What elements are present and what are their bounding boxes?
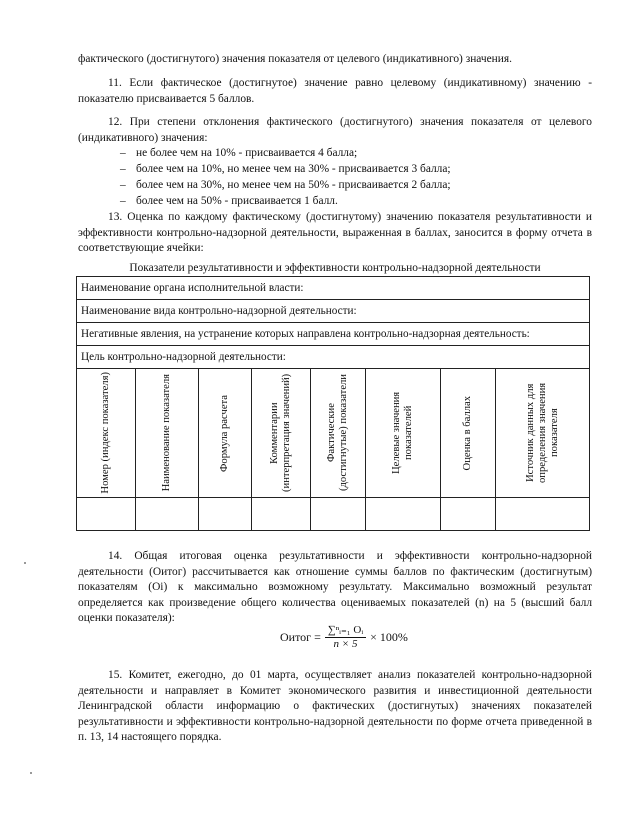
paragraph-continuation: фактического (достигнутого) значения показателя от целевого (индикативного) значения. xyxy=(78,53,512,65)
table-cell-empty xyxy=(441,498,496,531)
table-cell-empty xyxy=(311,498,366,531)
paragraph-13: 13. Оценка по каждому фактическому (достигнутому) значению показателя результативности и эффективности контрольно-надзорной деятельности, выраженная в баллах, заносится в форму отчета в соответствующие ячейки: xyxy=(78,211,592,254)
table-cell-empty xyxy=(496,498,590,531)
table-caption: Показатели результативности и эффективности контрольно-надзорной деятельности xyxy=(129,262,541,274)
table-row-negative-phenomena: Негативные явления, на устранение которых направлена контрольно-надзорная деятельность: xyxy=(77,323,590,346)
formula-denominator: n × 5 xyxy=(333,638,358,650)
paragraph-12: 12. При степени отклонения фактического (достигнутого) значения показателя от целевого (индикативного) значения: xyxy=(78,116,592,144)
column-header-actual: Фактические (достигнутые) показатели xyxy=(311,369,366,498)
column-header-formula: Формула расчета xyxy=(199,369,252,498)
paragraph-11: 11. Если фактическое (достигнутое) значение равно целевому (индикативному) значению - показателю присваивается 5 баллов. xyxy=(78,77,592,105)
bullet-2: – более чем на 10%, но менее чем на 30% - присваивается 3 балла; xyxy=(120,163,451,175)
table-cell-empty xyxy=(199,498,252,531)
table-cell-empty xyxy=(136,498,199,531)
column-header-target: Целевые значения показателей xyxy=(366,369,441,498)
formula-rhs: × 100% xyxy=(370,630,408,644)
column-header-source: Источник данных для определения значения показателя xyxy=(496,369,590,498)
table-cell-empty xyxy=(252,498,311,531)
table-cell-empty xyxy=(366,498,441,531)
column-header-name: Наименование показателя xyxy=(136,369,199,498)
column-header-score: Оценка в баллах xyxy=(441,369,496,498)
formula-fraction xyxy=(325,624,366,651)
column-header-comments: Комментарии (интерпретация значений) xyxy=(252,369,311,498)
table-row-activity-type: Наименование вида контрольно-надзорной деятельности: xyxy=(77,300,590,323)
table-cell-empty xyxy=(77,498,136,531)
scan-speck xyxy=(30,772,32,774)
scan-speck xyxy=(24,562,26,564)
bullet-4: – более чем на 50% - присваивается 1 балл. xyxy=(120,195,338,207)
score-formula xyxy=(280,624,408,651)
paragraph-14: 14. Общая итоговая оценка результативности и эффективности контрольно-надзорной деятельности (Оитог) рассчитывается как отношение суммы баллов по фактическим (достигнутым) показателям (Оi) к максимально возможному результату. Максимально возможный результат определяется как произведение общего количества оцениваемых показателей (n) на 5 (высший балл оценки показателя): xyxy=(78,550,592,624)
column-header-number: Номер (индекс показателя) xyxy=(77,369,136,498)
report-form-table xyxy=(76,276,590,531)
bullet-1: – не более чем на 10% - присваивается 4 балла; xyxy=(120,147,358,159)
formula-numerator: ∑ⁿᵢ₌₁ Oᵢ xyxy=(325,624,366,638)
paragraph-15: 15. Комитет, ежегодно, до 01 марта, осуществляет анализ показателей контрольно-надзорной деятельности и направляет в Комитет экономического развития и инвестиционной деятельности Ленинградской области информацию о фактических (достигнутых) значениях показателей результативности и эффективности контрольно-надзорной деятельности по форме отчета приведенной в п. 13, 14 настоящего порядка. xyxy=(78,669,592,743)
formula-lhs: Оитог = xyxy=(280,630,321,644)
table-row-goal: Цель контрольно-надзорной деятельности: xyxy=(77,346,590,369)
bullet-3: – более чем на 30%, но менее чем на 50% - присваивается 2 балла; xyxy=(120,179,451,191)
table-row-authority: Наименование органа исполнительной власти: xyxy=(77,277,590,300)
